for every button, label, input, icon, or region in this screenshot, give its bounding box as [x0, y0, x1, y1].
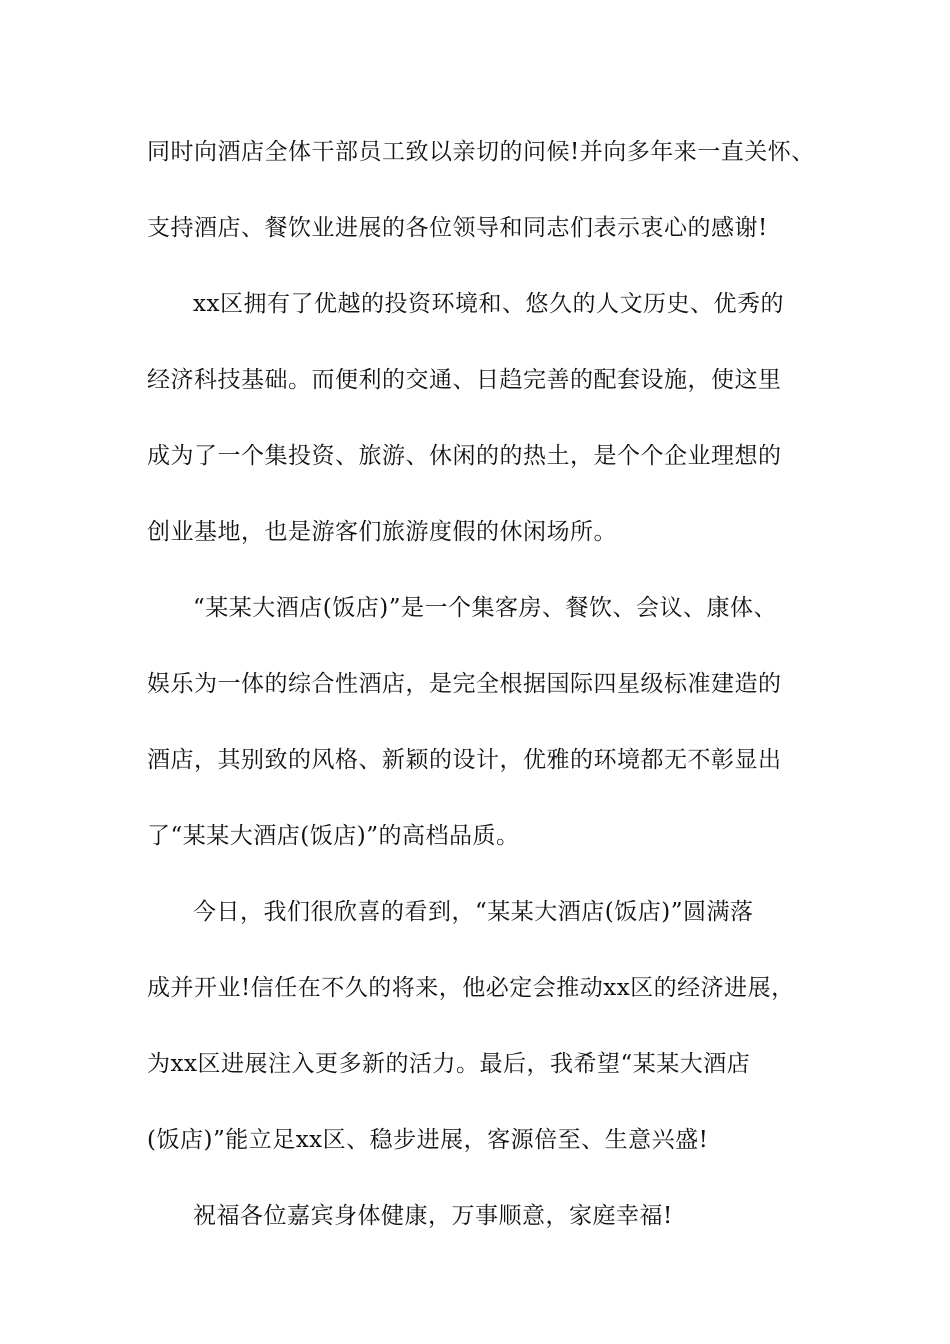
- text-line: 经济科技基础。而便利的交通、日趋完善的配套设施，使这里: [147, 367, 782, 393]
- text-line: (饭店)”能立足xx区、稳步进展，客源倍至、生意兴盛!: [147, 1127, 709, 1153]
- text-line: 酒店，其别致的风格、新颖的设计，优雅的环境都无不彰显出: [147, 747, 782, 773]
- text-line: 娱乐为一体的综合性酒店，是完全根据国际四星级标准建造的: [147, 671, 782, 697]
- text-line: 同时向酒店全体干部员工致以亲切的问候!并向多年来一直关怀、: [147, 139, 815, 165]
- text-line: 了“某某大酒店(饭店)”的高档品质。: [147, 823, 520, 849]
- text-line: 创业基地，也是游客们旅游度假的休闲场所。: [147, 519, 617, 545]
- text-line: 为xx区进展注入更多新的活力。最后，我希望“某某大酒店: [147, 1051, 751, 1077]
- paragraph-start-line: xx区拥有了优越的投资环境和、悠久的人文历史、优秀的: [193, 291, 784, 317]
- text-line: 支持酒店、餐饮业进展的各位领导和同志们表示衷心的感谢!: [147, 215, 768, 241]
- paragraph-start-line: “某某大酒店(饭店)”是一个集客房、餐饮、会议、康体、: [193, 595, 777, 621]
- text-line: 成并开业!信任在不久的将来，他必定会推动xx区的经济进展，: [147, 975, 795, 1001]
- text-line: 成为了一个集投资、旅游、休闲的的热土，是个个企业理想的: [147, 443, 782, 469]
- document-body: [147, 130, 847, 1270]
- paragraph-start-line: 祝福各位嘉宾身体健康，万事顺意，家庭幸福!: [193, 1203, 673, 1229]
- paragraph-start-line: 今日，我们很欣喜的看到，“某某大酒店(饭店)”圆满落: [193, 899, 754, 925]
